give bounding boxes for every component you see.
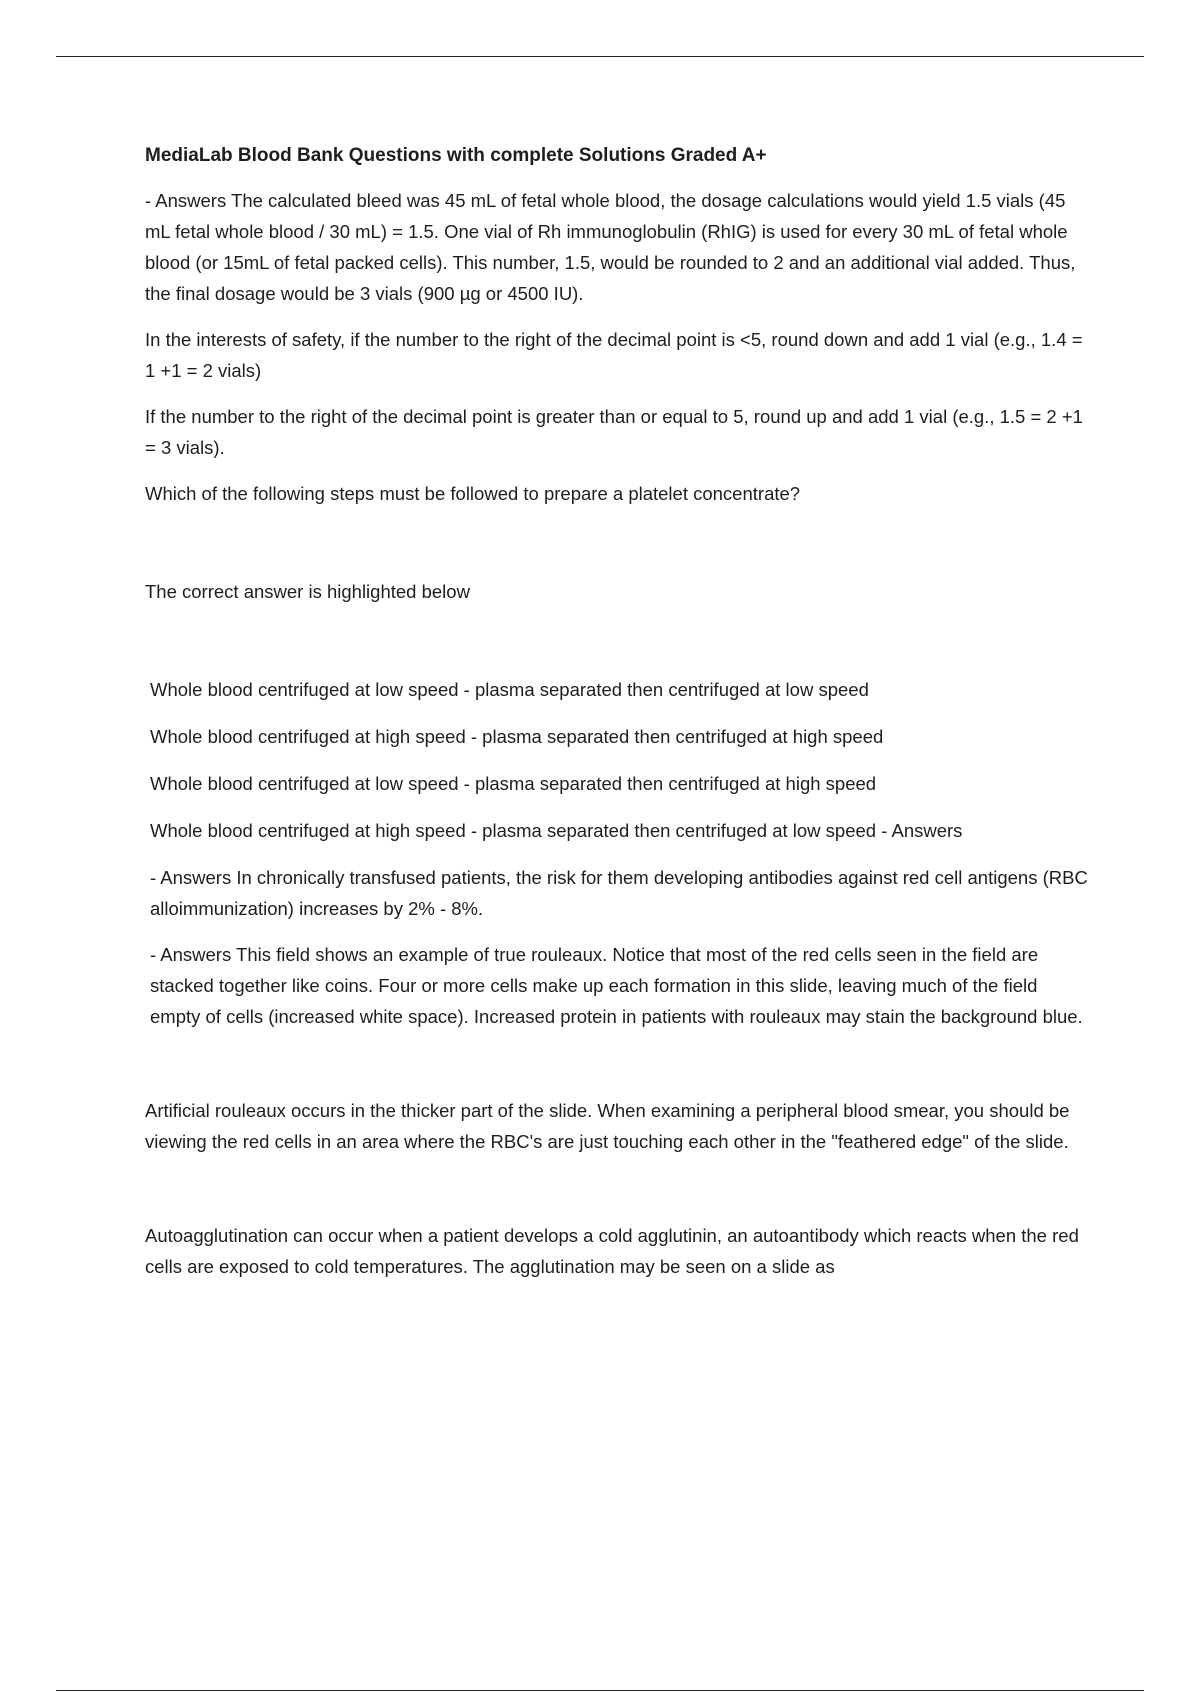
spacer — [145, 524, 1090, 576]
paragraph-dosage-calculation: - Answers The calculated bleed was 45 mL of fetal whole blood, the dosage calculations would yield 1.5 vials (45 mL fetal whole blood / 30 mL) = 1.5. One vial of Rh immunoglobulin (RhIG) is used for every 30 mL of fetal whole blood (or 15mL of fetal packed cells). This number, 1.5, would be rounded to 2 and an additional vial added. Thus, the final dosage would be 3 vials (900 µg or 4500 IU). — [145, 190, 1076, 304]
paragraph-round-up-rule: If the number to the right of the decimal point is greater than or equal to 5, round up and add 1 vial (e.g., 1.5 = 2 +1 = 3 vials). — [145, 406, 1083, 458]
spacer — [145, 1047, 1090, 1095]
paragraph-artificial-rouleaux: Artificial rouleaux occurs in the thicker part of the slide. When examining a peripheral blood smear, you should be viewing the red cells in an area where the RBC's are just touching each other in the "feathered edge" of the slide. — [145, 1100, 1070, 1152]
document-title: MediaLab Blood Bank Questions with complete Solutions Graded A+ — [145, 145, 767, 166]
paragraph-round-down-rule: In the interests of safety, if the number to the right of the decimal point is <5, round down and add 1 vial (e.g., 1.4 = 1 +1 = 2 vials) — [145, 329, 1083, 381]
document-body — [145, 140, 1090, 1297]
bottom-rule — [56, 1690, 1144, 1691]
paragraph-autoagglutination: Autoagglutination can occur when a patient develops a cold agglutinin, an autoantibody which reacts when the red cells are exposed to cold temperatures. The agglutination may be seen on a slide as — [145, 1225, 1079, 1277]
answer-option-4: Whole blood centrifuged at high speed - plasma separated then centrifuged at low speed - Answers — [150, 820, 963, 841]
spacer — [145, 1172, 1090, 1220]
answer-option-2: Whole blood centrifuged at high speed - plasma separated then centrifuged at high speed — [150, 726, 884, 747]
answer-note: The correct answer is highlighted below — [145, 581, 470, 602]
top-rule — [56, 56, 1144, 57]
answer-option-3: Whole blood centrifuged at low speed - plasma separated then centrifuged at high speed — [150, 773, 877, 794]
question-text: Which of the following steps must be followed to prepare a platelet concentrate? — [145, 483, 801, 504]
paragraph-alloimmunization: - Answers In chronically transfused patients, the risk for them developing antibodies against red cell antigens (RBC alloimmunization) increases by 2% - 8%. — [150, 867, 1088, 919]
paragraph-true-rouleaux: - Answers This field shows an example of true rouleaux. Notice that most of the red cells seen in the field are stacked together like coins. Four or more cells make up each formation in this slide, leaving much of the field empty of cells (increased white space). Increased protein in patients with rouleaux may stain the background blue. — [150, 944, 1083, 1027]
spacer — [145, 622, 1090, 674]
answer-option-1: Whole blood centrifuged at low speed - plasma separated then centrifuged at low speed — [150, 679, 869, 700]
